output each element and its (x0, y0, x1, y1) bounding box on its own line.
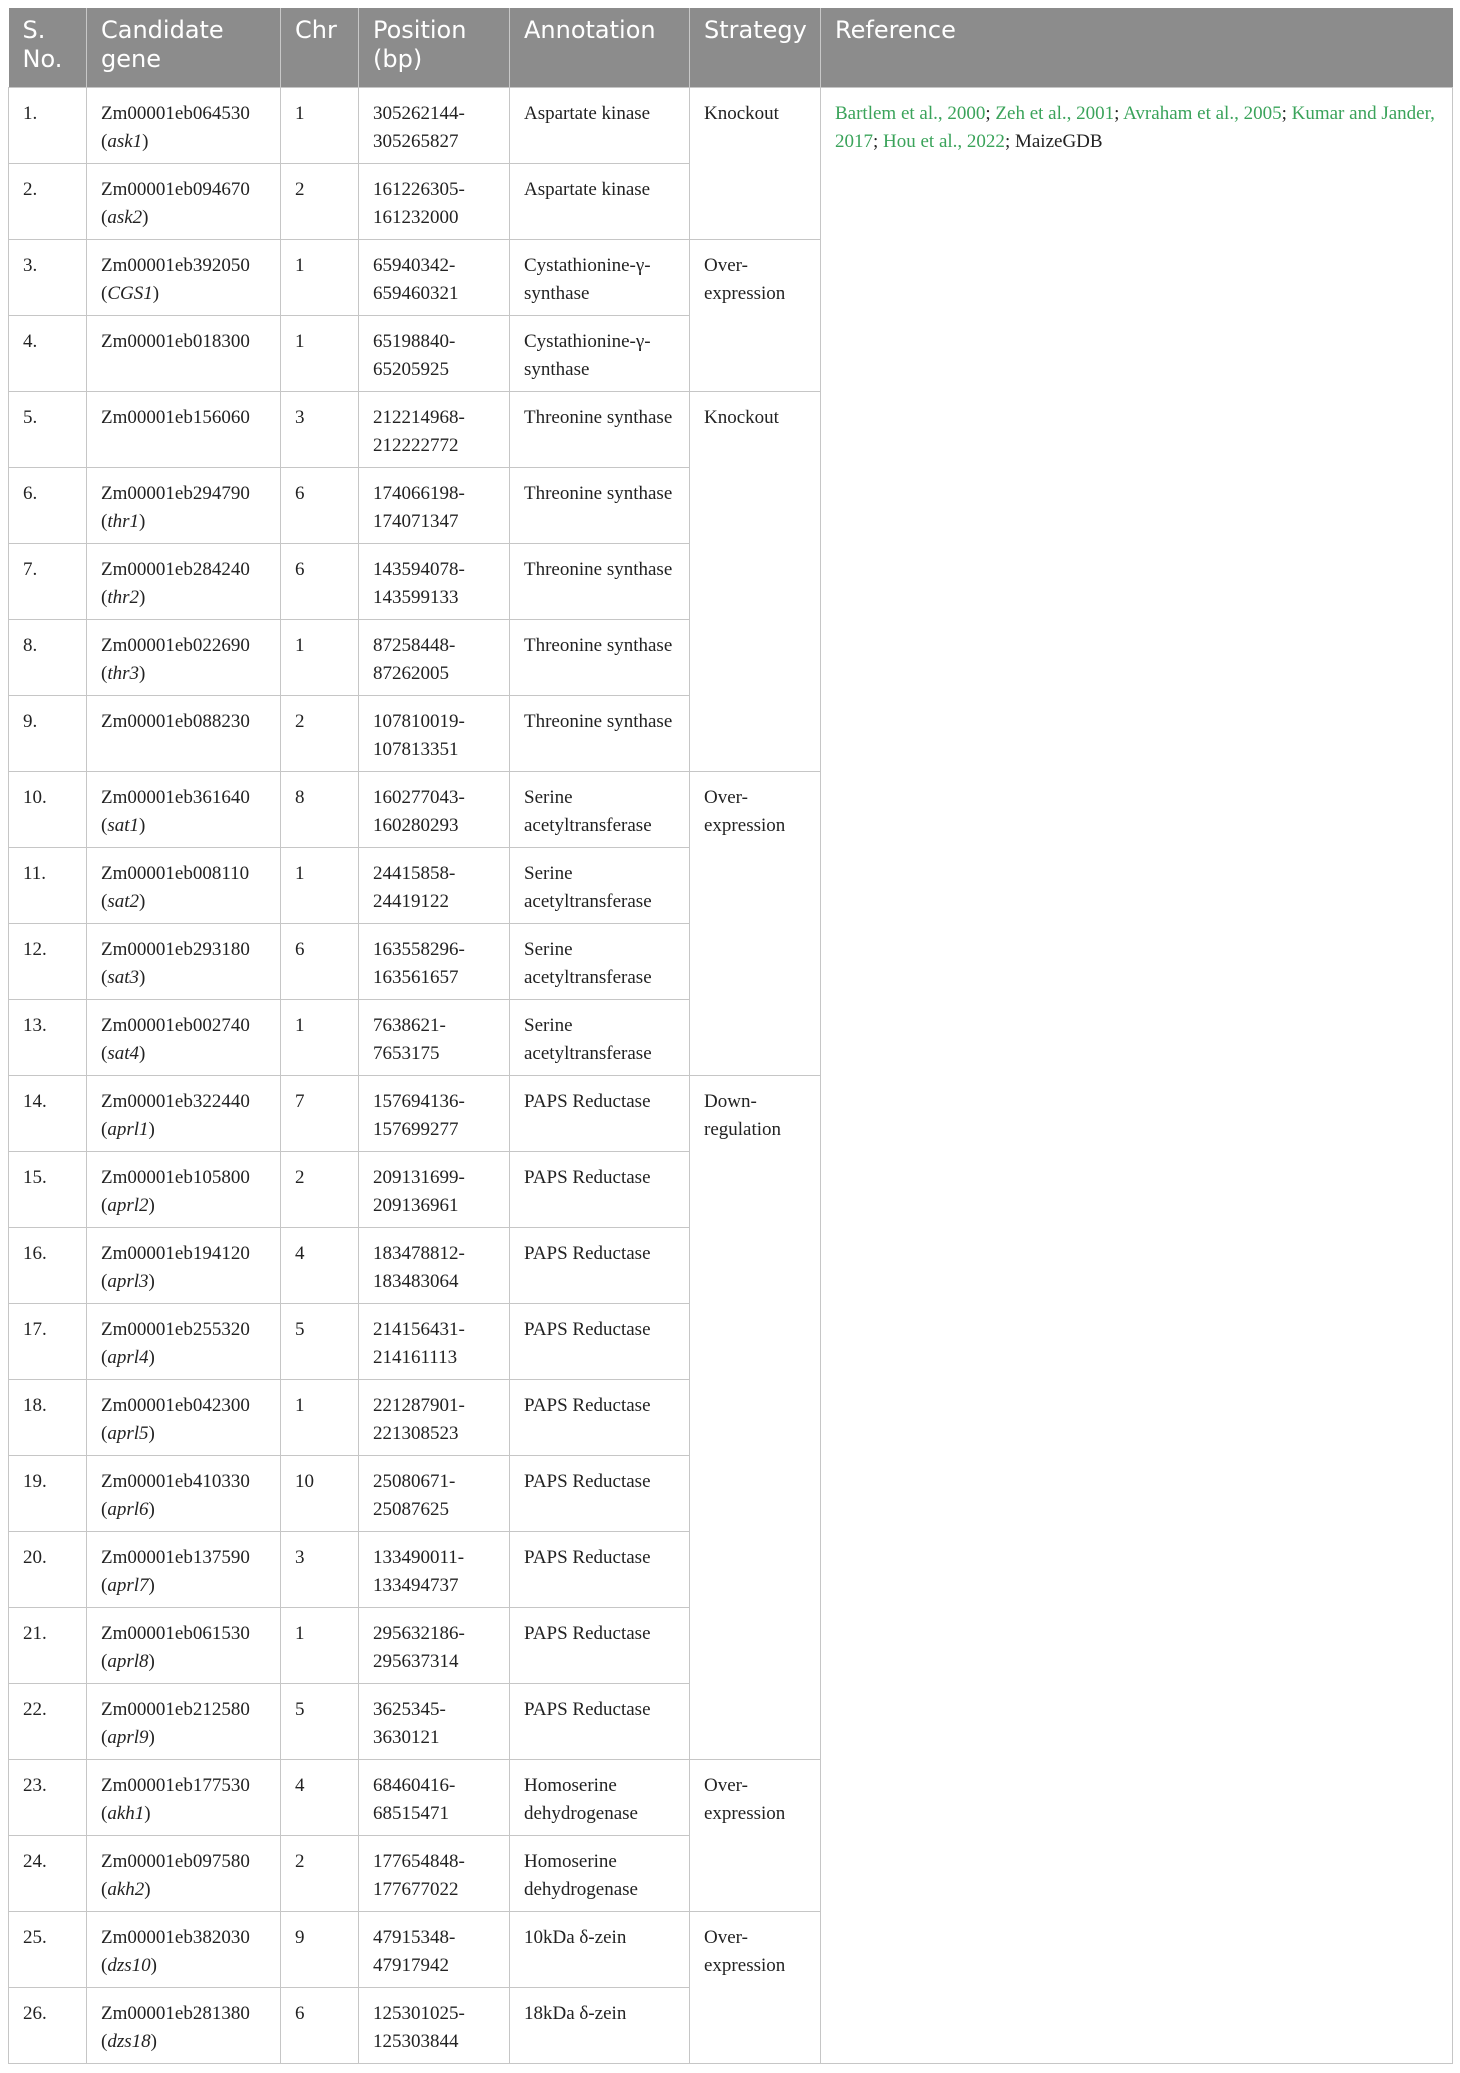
gene-id: Zm00001eb097580 (101, 1850, 250, 1872)
serial-number: 26. (9, 1987, 87, 2063)
chromosome: 6 (281, 1987, 359, 2063)
chromosome: 10 (281, 1455, 359, 1531)
position: 47915348-47917942 (359, 1911, 510, 1987)
position: 221287901-221308523 (359, 1379, 510, 1455)
gene-id: Zm00001eb064530 (101, 102, 250, 124)
annotation: PAPS Reductase (510, 1683, 690, 1759)
gene-alias: aprl7 (107, 1574, 149, 1596)
position: 87258448-87262005 (359, 619, 510, 695)
serial-number: 5. (9, 391, 87, 467)
serial-number: 7. (9, 543, 87, 619)
gene-id: Zm00001eb293180 (101, 938, 250, 960)
gene-id: Zm00001eb105800 (101, 1166, 250, 1188)
strategy: Knockout (690, 391, 821, 771)
serial-number: 21. (9, 1607, 87, 1683)
chromosome: 1 (281, 239, 359, 315)
gene-id: Zm00001eb322440 (101, 1090, 250, 1112)
position: 163558296-163561657 (359, 923, 510, 999)
reference-citation-link[interactable]: Avraham et al., 2005 (1123, 102, 1282, 124)
serial-number: 6. (9, 467, 87, 543)
position: 68460416-68515471 (359, 1759, 510, 1835)
gene-alias: akh1 (107, 1802, 145, 1824)
gene-alias: ask2 (107, 206, 143, 228)
table-body (9, 87, 1453, 2063)
gene-id: Zm00001eb361640 (101, 786, 250, 808)
candidate-gene: Zm00001eb008110 (sat2) (87, 847, 281, 923)
gene-alias: sat4 (107, 1042, 140, 1064)
annotation: PAPS Reductase (510, 1531, 690, 1607)
serial-number: 13. (9, 999, 87, 1075)
table-container (8, 8, 1452, 2064)
gene-alias: aprl4 (107, 1346, 149, 1368)
reference (821, 87, 1453, 2063)
annotation: PAPS Reductase (510, 1455, 690, 1531)
position: 65198840-65205925 (359, 315, 510, 391)
gene-id: Zm00001eb392050 (101, 254, 250, 276)
gene-id: Zm00001eb018300 (101, 330, 250, 352)
chromosome: 1 (281, 1607, 359, 1683)
annotation: Aspartate kinase (510, 87, 690, 163)
annotation: Threonine synthase (510, 543, 690, 619)
chromosome: 4 (281, 1227, 359, 1303)
serial-number: 14. (9, 1075, 87, 1151)
gene-id: Zm00001eb022690 (101, 634, 250, 656)
annotation: Cystathionine-γ-synthase (510, 239, 690, 315)
chromosome: 8 (281, 771, 359, 847)
serial-number: 11. (9, 847, 87, 923)
position: 214156431-214161113 (359, 1303, 510, 1379)
serial-number: 18. (9, 1379, 87, 1455)
candidate-gene: Zm00001eb177530 (akh1) (87, 1759, 281, 1835)
strategy: Knockout (690, 87, 821, 239)
strategy: Down-regulation (690, 1075, 821, 1759)
gene-alias: thr1 (107, 510, 140, 532)
chromosome: 2 (281, 163, 359, 239)
gene-id: Zm00001eb177530 (101, 1774, 250, 1796)
candidate-gene: Zm00001eb137590 (aprl7) (87, 1531, 281, 1607)
position: 133490011-133494737 (359, 1531, 510, 1607)
chromosome: 1 (281, 87, 359, 163)
position: 24415858-24419122 (359, 847, 510, 923)
strategy: Over-expression (690, 1911, 821, 2063)
position: 183478812-183483064 (359, 1227, 510, 1303)
gene-id: Zm00001eb042300 (101, 1394, 250, 1416)
gene-id: Zm00001eb294790 (101, 482, 250, 504)
header-position: Position (bp) (359, 8, 510, 87)
gene-alias: aprl1 (107, 1118, 149, 1140)
header-strategy: Strategy (690, 8, 821, 87)
candidate-gene: Zm00001eb361640 (sat1) (87, 771, 281, 847)
candidate-gene: Zm00001eb094670 (ask2) (87, 163, 281, 239)
gene-alias: CGS1 (107, 282, 153, 304)
candidate-gene (87, 391, 281, 467)
chromosome: 1 (281, 999, 359, 1075)
position: 177654848-177677022 (359, 1835, 510, 1911)
gene-id: Zm00001eb061530 (101, 1622, 250, 1644)
strategy: Over-expression (690, 239, 821, 391)
candidate-gene (87, 315, 281, 391)
chromosome: 6 (281, 543, 359, 619)
annotation: Homoserine dehydrogenase (510, 1835, 690, 1911)
serial-number: 17. (9, 1303, 87, 1379)
chromosome: 1 (281, 847, 359, 923)
serial-number: 19. (9, 1455, 87, 1531)
position: 174066198-174071347 (359, 467, 510, 543)
candidate-gene: Zm00001eb194120 (aprl3) (87, 1227, 281, 1303)
gene-alias: aprl8 (107, 1650, 149, 1672)
candidate-gene: Zm00001eb410330 (aprl6) (87, 1455, 281, 1531)
position: 107810019-107813351 (359, 695, 510, 771)
candidate-gene: Zm00001eb064530 (ask1) (87, 87, 281, 163)
serial-number: 3. (9, 239, 87, 315)
gene-alias: sat3 (107, 966, 140, 988)
header-reference: Reference (821, 8, 1453, 87)
gene-alias: dzs10 (107, 1954, 151, 1976)
serial-number: 1. (9, 87, 87, 163)
serial-number: 25. (9, 1911, 87, 1987)
gene-id: Zm00001eb281380 (101, 2002, 250, 2024)
position: 161226305-161232000 (359, 163, 510, 239)
candidate-gene: Zm00001eb097580 (akh2) (87, 1835, 281, 1911)
table-header (9, 8, 1453, 87)
position: 25080671-25087625 (359, 1455, 510, 1531)
gene-alias: aprl2 (107, 1194, 149, 1216)
chromosome: 4 (281, 1759, 359, 1835)
gene-id: Zm00001eb284240 (101, 558, 250, 580)
annotation: Serine acetyltransferase (510, 923, 690, 999)
position: 65940342-659460321 (359, 239, 510, 315)
annotation: Threonine synthase (510, 695, 690, 771)
gene-id: Zm00001eb008110 (101, 862, 250, 884)
reference-citation-link[interactable]: Bartlem et al., 2000 (835, 102, 986, 124)
chromosome: 7 (281, 1075, 359, 1151)
candidate-gene: Zm00001eb294790 (thr1) (87, 467, 281, 543)
header-sno: S. No. (9, 8, 87, 87)
chromosome: 1 (281, 315, 359, 391)
serial-number: 2. (9, 163, 87, 239)
annotation: Threonine synthase (510, 391, 690, 467)
serial-number: 15. (9, 1151, 87, 1227)
reference-text: ; (1114, 102, 1124, 124)
gene-id: Zm00001eb088230 (101, 710, 250, 732)
position: 295632186-295637314 (359, 1607, 510, 1683)
chromosome: 5 (281, 1303, 359, 1379)
serial-number: 8. (9, 619, 87, 695)
candidate-gene: Zm00001eb322440 (aprl1) (87, 1075, 281, 1151)
annotation: Serine acetyltransferase (510, 847, 690, 923)
position: 157694136-157699277 (359, 1075, 510, 1151)
annotation: Homoserine dehydrogenase (510, 1759, 690, 1835)
candidate-gene: Zm00001eb061530 (aprl8) (87, 1607, 281, 1683)
candidate-gene (87, 695, 281, 771)
annotation: 10kDa δ-zein (510, 1911, 690, 1987)
position: 125301025-125303844 (359, 1987, 510, 2063)
annotation: Serine acetyltransferase (510, 999, 690, 1075)
position: 209131699-209136961 (359, 1151, 510, 1227)
header-candidate-gene: Candidate gene (87, 8, 281, 87)
serial-number: 9. (9, 695, 87, 771)
annotation: PAPS Reductase (510, 1075, 690, 1151)
chromosome: 2 (281, 695, 359, 771)
annotation: PAPS Reductase (510, 1303, 690, 1379)
candidate-gene: Zm00001eb392050 (CGS1) (87, 239, 281, 315)
candidate-gene: Zm00001eb284240 (thr2) (87, 543, 281, 619)
gene-id: Zm00001eb002740 (101, 1014, 250, 1036)
chromosome: 6 (281, 923, 359, 999)
annotation: Serine acetyltransferase (510, 771, 690, 847)
position: 305262144-305265827 (359, 87, 510, 163)
candidate-gene: Zm00001eb293180 (sat3) (87, 923, 281, 999)
gene-alias: dzs18 (107, 2030, 151, 2052)
annotation: 18kDa δ-zein (510, 1987, 690, 2063)
gene-id: Zm00001eb255320 (101, 1318, 250, 1340)
chromosome: 3 (281, 391, 359, 467)
serial-number: 22. (9, 1683, 87, 1759)
position: 3625345-3630121 (359, 1683, 510, 1759)
table-row (9, 87, 1453, 163)
position: 212214968-212222772 (359, 391, 510, 467)
position: 143594078-143599133 (359, 543, 510, 619)
chromosome: 6 (281, 467, 359, 543)
serial-number: 16. (9, 1227, 87, 1303)
candidate-gene-table (8, 8, 1453, 2064)
gene-id: Zm00001eb137590 (101, 1546, 250, 1568)
serial-number: 4. (9, 315, 87, 391)
candidate-gene: Zm00001eb042300 (aprl5) (87, 1379, 281, 1455)
reference-citation-link[interactable]: Zeh et al., 2001 (995, 102, 1115, 124)
serial-number: 12. (9, 923, 87, 999)
annotation: PAPS Reductase (510, 1379, 690, 1455)
header-annotation: Annotation (510, 8, 690, 87)
serial-number: 10. (9, 771, 87, 847)
header-row (9, 8, 1453, 87)
gene-alias: ask1 (107, 130, 143, 152)
gene-id: Zm00001eb094670 (101, 178, 250, 200)
gene-alias: aprl6 (107, 1498, 149, 1520)
annotation: Cystathionine-γ-synthase (510, 315, 690, 391)
reference-citation-link[interactable]: Hou et al., 2022 (883, 130, 1005, 152)
gene-id: Zm00001eb382030 (101, 1926, 250, 1948)
serial-number: 24. (9, 1835, 87, 1911)
reference-citation-link[interactable]: Kumar and Jander, 2017 (835, 102, 1435, 152)
reference-text: ; (985, 102, 996, 124)
candidate-gene: Zm00001eb281380 (dzs18) (87, 1987, 281, 2063)
gene-alias: sat2 (107, 890, 140, 912)
chromosome: 9 (281, 1911, 359, 1987)
position: 7638621-7653175 (359, 999, 510, 1075)
chromosome: 2 (281, 1835, 359, 1911)
serial-number: 20. (9, 1531, 87, 1607)
gene-alias: thr3 (107, 662, 140, 684)
annotation: PAPS Reductase (510, 1607, 690, 1683)
candidate-gene: Zm00001eb212580 (aprl9) (87, 1683, 281, 1759)
gene-id: Zm00001eb212580 (101, 1698, 250, 1720)
candidate-gene: Zm00001eb382030 (dzs10) (87, 1911, 281, 1987)
serial-number: 23. (9, 1759, 87, 1835)
chromosome: 1 (281, 619, 359, 695)
strategy: Over-expression (690, 771, 821, 1075)
gene-id: Zm00001eb410330 (101, 1470, 250, 1492)
position: 160277043-160280293 (359, 771, 510, 847)
annotation: Threonine synthase (510, 619, 690, 695)
gene-alias: aprl5 (107, 1422, 149, 1444)
header-chr: Chr (281, 8, 359, 87)
annotation: Aspartate kinase (510, 163, 690, 239)
gene-alias: thr2 (107, 586, 140, 608)
gene-id: Zm00001eb156060 (101, 406, 250, 428)
reference-text: ; (873, 130, 884, 152)
chromosome: 5 (281, 1683, 359, 1759)
reference-text: ; (1281, 102, 1292, 124)
gene-alias: aprl9 (107, 1726, 149, 1748)
chromosome: 1 (281, 1379, 359, 1455)
strategy: Over-expression (690, 1759, 821, 1911)
candidate-gene: Zm00001eb255320 (aprl4) (87, 1303, 281, 1379)
candidate-gene: Zm00001eb022690 (thr3) (87, 619, 281, 695)
gene-alias: aprl3 (107, 1270, 149, 1292)
gene-alias: sat1 (107, 814, 140, 836)
annotation: PAPS Reductase (510, 1227, 690, 1303)
annotation: PAPS Reductase (510, 1151, 690, 1227)
gene-id: Zm00001eb194120 (101, 1242, 250, 1264)
candidate-gene: Zm00001eb002740 (sat4) (87, 999, 281, 1075)
chromosome: 3 (281, 1531, 359, 1607)
candidate-gene: Zm00001eb105800 (aprl2) (87, 1151, 281, 1227)
annotation: Threonine synthase (510, 467, 690, 543)
reference-text: ; MaizeGDB (1004, 130, 1103, 152)
gene-alias: akh2 (107, 1878, 145, 1900)
chromosome: 2 (281, 1151, 359, 1227)
